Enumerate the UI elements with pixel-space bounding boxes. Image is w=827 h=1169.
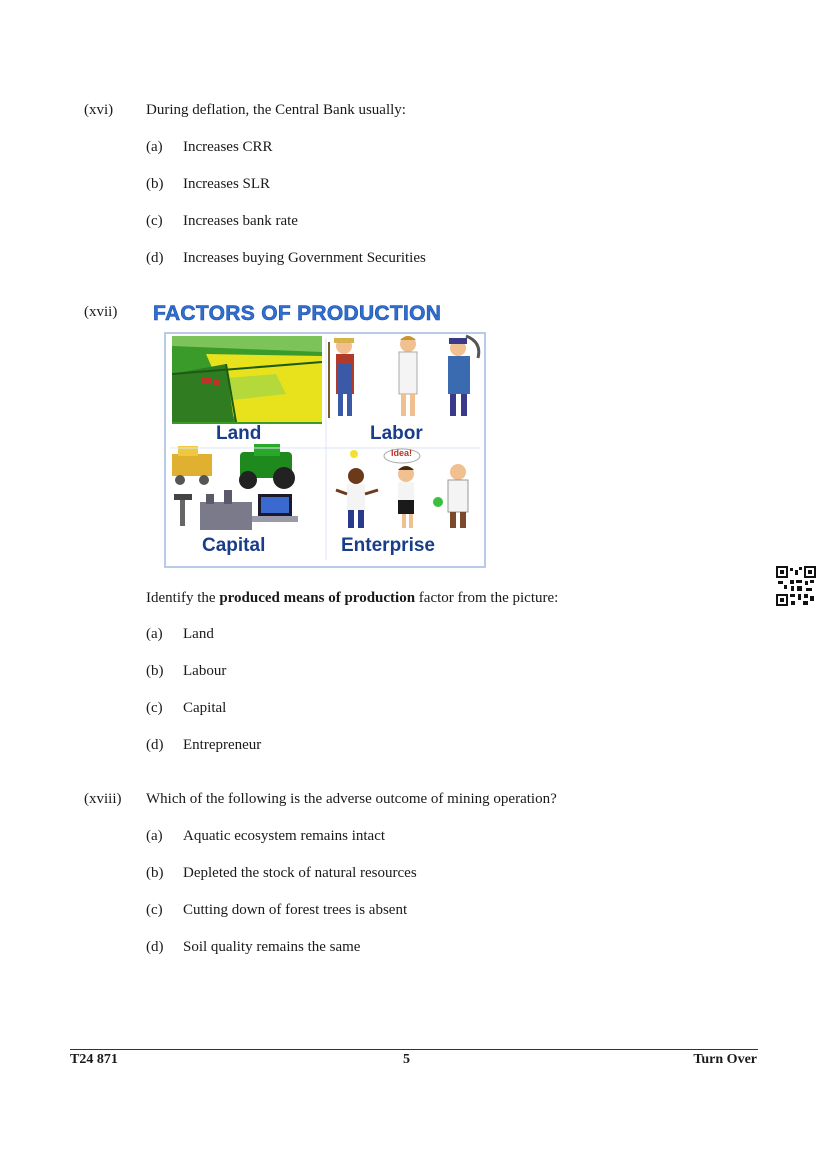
option-text: Increases CRR [183, 139, 273, 155]
option-letter: (c) [146, 902, 163, 918]
turn-over-label: Turn Over [693, 1052, 757, 1067]
option-letter: (a) [146, 828, 163, 844]
question-text-start: Identify the [146, 590, 220, 606]
figure-frame [164, 332, 486, 568]
land-fields-illustration [172, 336, 322, 424]
question-text [146, 588, 558, 608]
figure-label-capital: Capital [202, 535, 266, 556]
option-text: Depleted the stock of natural resources [183, 865, 417, 881]
figure-label-land: Land [216, 423, 262, 444]
figure-label-labor: Labor [370, 423, 423, 444]
option-text: Labour [183, 663, 227, 679]
option-letter: (d) [146, 939, 164, 955]
option-text: Capital [183, 700, 227, 716]
footer-rule [70, 1049, 758, 1050]
question-number: (xvi) [84, 102, 114, 118]
option-letter: (c) [146, 700, 163, 716]
option-letter: (b) [146, 176, 164, 192]
labor-figures-illustration [329, 336, 479, 418]
paper-code: T24 871 [70, 1052, 118, 1067]
question-text: During deflation, the Central Bank usually: [146, 102, 406, 118]
option-letter: (a) [146, 626, 163, 642]
option-letter: (d) [146, 737, 164, 753]
option-letter: (c) [146, 213, 163, 229]
capital-machines-illustration [172, 444, 298, 530]
qr-code-icon [776, 566, 816, 606]
option-text: Land [183, 626, 214, 642]
option-letter: (b) [146, 865, 164, 881]
option-letter: (d) [146, 250, 164, 266]
question-text: Which of the following is the adverse outcome of mining operation? [146, 791, 557, 807]
option-text: Cutting down of forest trees is absent [183, 902, 408, 918]
figure-title: FACTORS OF PRODUCTION [153, 302, 442, 325]
option-text: Increases buying Government Securities [183, 250, 426, 266]
factors-of-production-figure [150, 300, 500, 568]
enterprise-people-illustration [336, 449, 468, 528]
figure-label-enterprise: Enterprise [341, 535, 435, 556]
question-text-end: factor from the picture: [415, 590, 559, 606]
question-number: (xvii) [84, 304, 118, 320]
option-text: Aquatic ecosystem remains intact [183, 828, 386, 844]
page-number: 5 [403, 1052, 410, 1067]
option-text: Soil quality remains the same [183, 939, 361, 955]
option-letter: (b) [146, 663, 164, 679]
option-letter: (a) [146, 139, 163, 155]
figure-illustration [166, 334, 484, 566]
question-number: (xviii) [84, 791, 122, 807]
idea-bubble-text: Idea! [391, 448, 413, 458]
option-text: Entrepreneur [183, 737, 262, 753]
option-text: Increases bank rate [183, 213, 298, 229]
option-text: Increases SLR [183, 176, 271, 192]
question-text-bold: produced means of production [219, 590, 416, 606]
